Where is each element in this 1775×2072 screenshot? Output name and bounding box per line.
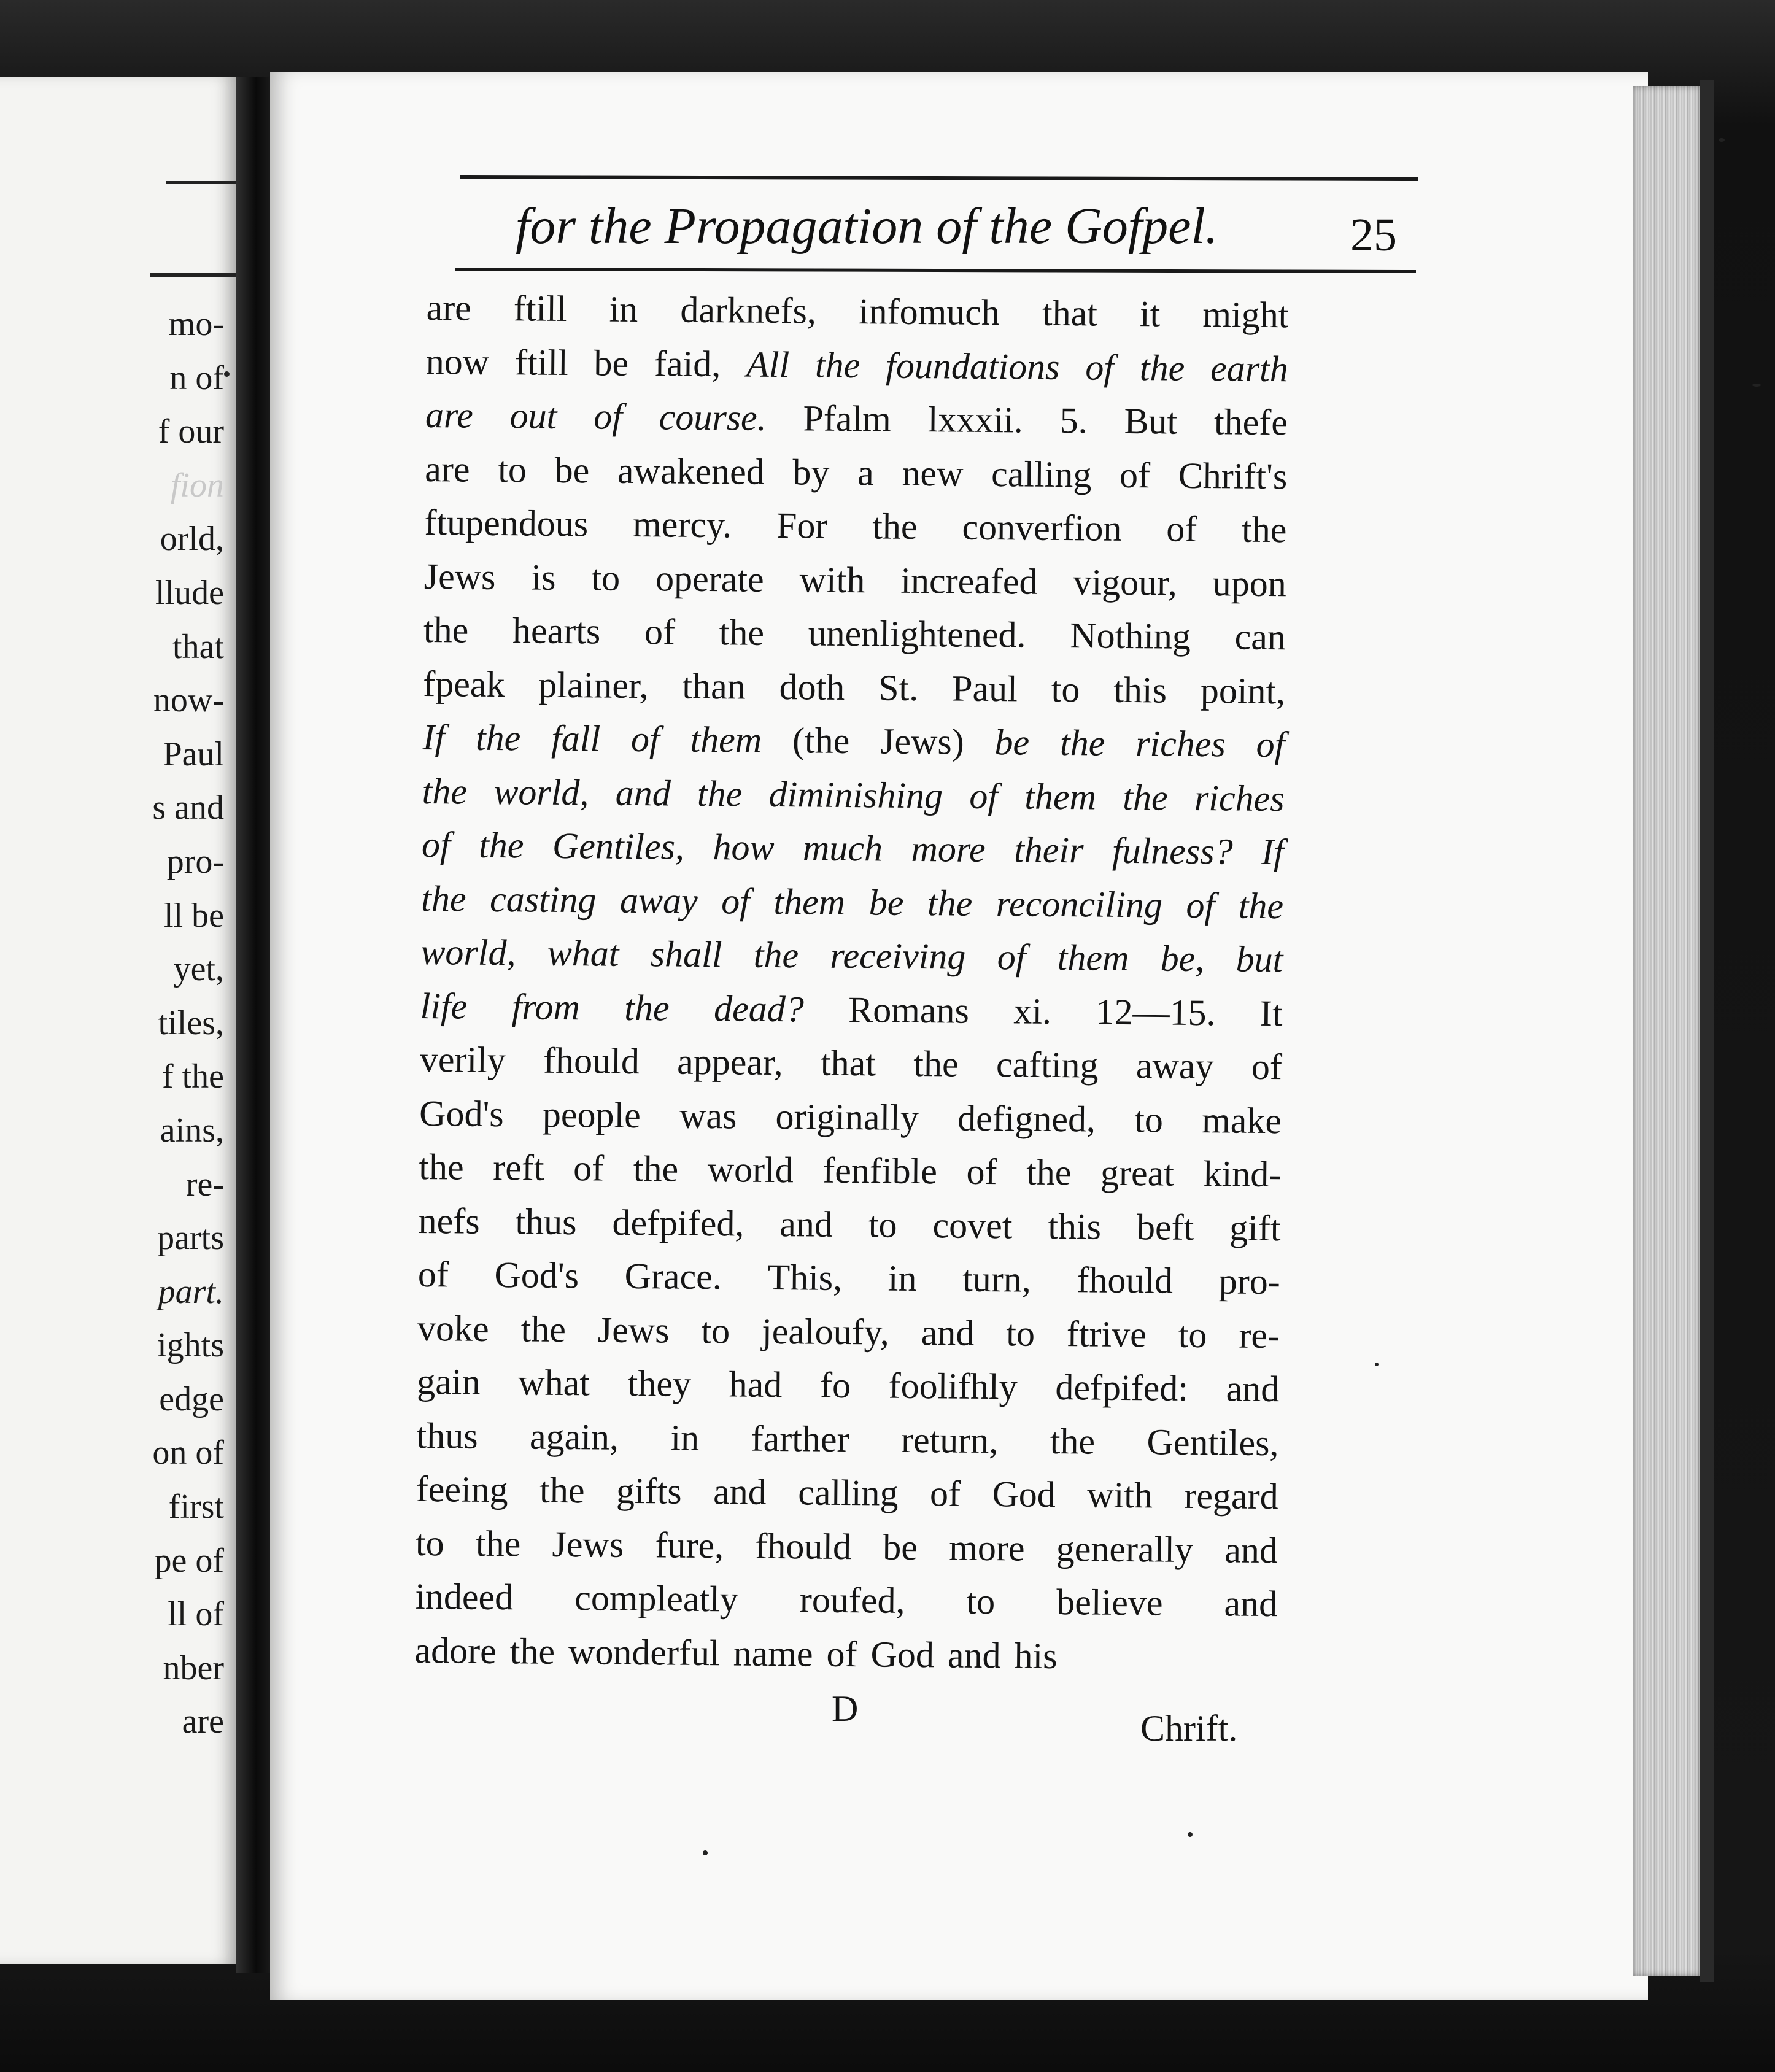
word: St. xyxy=(878,667,919,708)
word: of xyxy=(1166,508,1197,549)
text-line xyxy=(423,549,1286,611)
word: operate xyxy=(655,557,764,600)
word: the xyxy=(520,1308,567,1350)
word: upon xyxy=(1212,562,1287,604)
word: Jews xyxy=(423,555,496,597)
word: of xyxy=(929,1473,961,1514)
word: and xyxy=(921,1312,975,1353)
word: world, xyxy=(420,931,516,973)
left-page-text-fragments xyxy=(40,298,224,1749)
word: are xyxy=(426,287,472,328)
word: make xyxy=(1201,1099,1282,1141)
word: and xyxy=(713,1471,767,1512)
word: calling xyxy=(797,1472,899,1513)
word: his xyxy=(1014,1634,1058,1676)
word: to xyxy=(966,1580,996,1622)
word: Gentiles, xyxy=(552,825,685,867)
word: new xyxy=(902,452,964,494)
word: of xyxy=(966,1151,997,1193)
word: God xyxy=(992,1474,1056,1515)
text-line xyxy=(417,1248,1280,1309)
word: can xyxy=(1234,616,1286,658)
word: farther xyxy=(751,1418,849,1459)
word: of xyxy=(573,1148,605,1189)
word: kind- xyxy=(1203,1153,1282,1195)
left-page-line: Paul xyxy=(163,735,224,773)
word: to xyxy=(868,1204,897,1245)
word: to xyxy=(1051,668,1080,709)
word: voke xyxy=(417,1307,490,1349)
word: might xyxy=(1202,294,1289,336)
left-page-line: first xyxy=(168,1488,224,1526)
word: the xyxy=(913,1043,959,1084)
word: of xyxy=(721,880,751,922)
word: defpifed: xyxy=(1055,1367,1189,1409)
text-line xyxy=(420,979,1283,1040)
word: the xyxy=(872,506,918,547)
word: in xyxy=(888,1258,917,1299)
word: 12—15. xyxy=(1096,991,1216,1033)
word: diminishing xyxy=(768,773,943,816)
word: and xyxy=(1224,1529,1278,1571)
word: the xyxy=(420,878,466,919)
word: world xyxy=(707,1149,794,1191)
word: adore xyxy=(414,1629,497,1671)
word: For xyxy=(776,504,828,546)
word: thefe xyxy=(1213,401,1288,443)
word: that xyxy=(1042,292,1098,334)
word: the xyxy=(927,882,973,924)
word: But xyxy=(1124,400,1178,442)
word: compleatly xyxy=(574,1577,739,1620)
word: defigned, xyxy=(957,1097,1096,1140)
word: point, xyxy=(1200,670,1286,711)
word: of xyxy=(997,937,1026,978)
word: receiving xyxy=(830,935,966,977)
word: their xyxy=(1013,829,1084,871)
word: of xyxy=(630,718,660,760)
word: fenfible xyxy=(822,1150,938,1192)
word: gain xyxy=(417,1361,481,1402)
left-page-line: orld, xyxy=(160,520,224,559)
word: xi. xyxy=(1013,990,1052,1032)
word: shall xyxy=(650,934,722,975)
word: to xyxy=(591,557,621,598)
word: to xyxy=(497,449,527,490)
left-page-line: pe of xyxy=(154,1541,224,1580)
word: feeing xyxy=(416,1468,509,1510)
word: the xyxy=(1241,509,1287,551)
word: them xyxy=(773,881,846,922)
word: of xyxy=(644,611,676,652)
word: by xyxy=(792,451,830,493)
word: of xyxy=(969,775,999,816)
word: again, xyxy=(529,1416,619,1458)
word: they xyxy=(627,1363,692,1404)
text-line xyxy=(424,496,1287,557)
text-line xyxy=(422,711,1285,772)
word: of xyxy=(417,1253,449,1295)
word: return, xyxy=(900,1419,999,1461)
text-line xyxy=(417,1301,1280,1363)
word: fall xyxy=(551,717,601,759)
scan-speck xyxy=(1719,138,1725,142)
word: world, xyxy=(493,771,589,813)
word: life xyxy=(420,985,468,1027)
word: beft xyxy=(1136,1206,1194,1248)
scan-speck xyxy=(224,371,230,377)
word: of xyxy=(1256,724,1285,765)
word: Gentiles, xyxy=(1147,1421,1279,1463)
word: earth xyxy=(1210,347,1289,389)
word: and xyxy=(779,1203,833,1245)
left-page-line: mo- xyxy=(168,305,224,343)
word: away xyxy=(1135,1045,1214,1087)
left-page-line: tiles, xyxy=(158,1003,224,1042)
word: with xyxy=(799,559,865,600)
word: the xyxy=(633,1148,679,1189)
text-line xyxy=(422,818,1285,879)
running-head: for the Propagation of the Gofpel. xyxy=(516,198,1218,255)
word: people xyxy=(542,1094,641,1135)
word: what xyxy=(518,1362,590,1404)
word: of xyxy=(1186,884,1215,926)
word: and xyxy=(947,1634,1001,1676)
word: It xyxy=(1259,992,1283,1034)
word: regard xyxy=(1184,1475,1278,1517)
text-line xyxy=(421,872,1284,933)
word: originally xyxy=(775,1096,919,1138)
word: This, xyxy=(767,1256,843,1298)
text-line xyxy=(422,764,1285,825)
word: them xyxy=(1024,776,1097,818)
text-line xyxy=(417,1355,1280,1417)
scan-speck xyxy=(1188,1832,1193,1837)
word: be xyxy=(883,1526,918,1568)
word: in xyxy=(670,1417,700,1458)
word: name xyxy=(733,1632,813,1674)
word: had xyxy=(729,1364,783,1405)
left-page-rule xyxy=(166,181,236,184)
word: covet xyxy=(932,1204,1013,1246)
word: away xyxy=(619,879,698,921)
word: a xyxy=(857,452,875,493)
left-page-line: pro- xyxy=(166,842,224,881)
word: and xyxy=(615,772,671,814)
word: be xyxy=(994,722,1030,763)
scan-speck xyxy=(703,1850,708,1855)
text-line xyxy=(419,1140,1282,1202)
word: are xyxy=(425,394,474,436)
word: foundations xyxy=(885,345,1060,387)
word: Pfalm xyxy=(803,398,892,439)
word: of xyxy=(421,824,451,865)
left-page-line: s and xyxy=(152,789,224,827)
word: roufed, xyxy=(799,1579,905,1621)
word: Romans xyxy=(848,989,970,1031)
word: of xyxy=(593,396,623,437)
word: great xyxy=(1100,1152,1175,1194)
word: the xyxy=(1139,347,1185,388)
word: reconciling xyxy=(996,883,1163,925)
left-page-line: fion xyxy=(170,466,224,504)
word: fhould xyxy=(1077,1259,1174,1301)
word: them xyxy=(1057,937,1129,979)
text-line xyxy=(425,388,1288,450)
word: this xyxy=(1048,1205,1102,1247)
word: the xyxy=(624,987,670,1028)
word: ftill xyxy=(514,341,569,383)
word: If xyxy=(422,716,446,758)
word: be xyxy=(594,342,629,384)
word: from xyxy=(511,986,581,1027)
word: to xyxy=(415,1522,445,1563)
left-page-line: ll of xyxy=(168,1595,224,1634)
word: calling xyxy=(991,453,1092,495)
word: the xyxy=(1026,1151,1072,1193)
word: pro- xyxy=(1218,1261,1281,1302)
left-page-line: llude xyxy=(155,573,224,612)
word: them xyxy=(690,719,762,760)
word: verily xyxy=(419,1038,506,1081)
word: vigour, xyxy=(1073,561,1178,603)
word: If xyxy=(1261,831,1285,873)
word: than xyxy=(682,665,746,707)
word: the xyxy=(719,612,765,653)
left-page-line: ights xyxy=(157,1326,224,1365)
word: what xyxy=(547,932,619,974)
word: the xyxy=(1059,722,1105,763)
word: awakened xyxy=(617,450,765,492)
word: the xyxy=(697,773,743,814)
word: believe xyxy=(1056,1582,1163,1623)
word: foolifhly xyxy=(888,1365,1018,1407)
word: turn, xyxy=(962,1258,1032,1300)
text-line xyxy=(425,442,1288,503)
word: mercy. xyxy=(632,503,732,546)
left-page-line: part. xyxy=(158,1272,224,1311)
text-line xyxy=(416,1516,1278,1577)
word: of xyxy=(1251,1046,1283,1088)
word: the xyxy=(509,1630,555,1672)
word: wonderful xyxy=(568,1631,720,1673)
word: now xyxy=(425,341,490,382)
word: gift xyxy=(1229,1207,1281,1248)
word: thus xyxy=(416,1415,478,1456)
word: All xyxy=(746,344,790,385)
word: to xyxy=(701,1310,730,1351)
text-line xyxy=(415,1570,1278,1631)
word: plainer, xyxy=(538,664,649,706)
word: be, xyxy=(1160,938,1205,980)
text-line xyxy=(420,1033,1283,1094)
left-page-line: yet, xyxy=(173,950,224,989)
word: ftupendous xyxy=(424,501,589,544)
word: the xyxy=(814,344,860,385)
left-page-line: n of xyxy=(169,358,224,397)
word: doth xyxy=(779,666,845,708)
word: indeed xyxy=(415,1575,514,1618)
word: Grace. xyxy=(624,1255,722,1297)
left-page-line: are xyxy=(182,1703,224,1741)
word: Jews xyxy=(597,1309,670,1351)
word: much xyxy=(802,827,883,869)
text-line xyxy=(416,1409,1279,1470)
page-number: 25 xyxy=(1350,209,1397,261)
scan-speck xyxy=(1752,384,1761,387)
word: ftill xyxy=(513,288,567,329)
left-page-line: now- xyxy=(153,681,224,720)
word: (the xyxy=(792,720,850,762)
word: with xyxy=(1087,1474,1153,1516)
text-line xyxy=(416,1463,1278,1524)
word: the xyxy=(423,609,469,651)
word: it xyxy=(1139,293,1161,334)
word: fhould xyxy=(543,1040,640,1082)
word: the xyxy=(753,934,799,976)
word: Jews) xyxy=(880,721,965,762)
word: casting xyxy=(489,878,597,920)
word: the xyxy=(419,1146,465,1188)
word: the xyxy=(475,717,521,759)
word: cafting xyxy=(996,1044,1099,1086)
word: the xyxy=(475,1523,521,1564)
word: the xyxy=(1123,776,1168,818)
text-line xyxy=(419,1086,1282,1148)
word: unenlightened. xyxy=(808,613,1026,655)
word: Chrift's xyxy=(1178,455,1288,497)
word: the xyxy=(1050,1420,1096,1462)
word: fulness? xyxy=(1112,830,1233,872)
word: and xyxy=(1226,1368,1280,1410)
word: faid, xyxy=(654,342,721,384)
word: infomuch xyxy=(858,291,1000,333)
text-line xyxy=(426,281,1289,342)
word: reft xyxy=(493,1147,544,1188)
text-line xyxy=(425,334,1288,396)
scan-speck xyxy=(1375,1363,1379,1366)
left-page-line: that xyxy=(172,627,224,666)
body-text xyxy=(414,281,1289,1685)
word: darknefs, xyxy=(680,289,817,331)
word: God's xyxy=(419,1092,504,1134)
text-line xyxy=(423,603,1286,665)
word: but xyxy=(1236,938,1283,980)
word: the xyxy=(422,770,468,812)
left-page-line: nber xyxy=(163,1649,224,1687)
left-page-line: edge xyxy=(159,1380,224,1418)
word: dead? xyxy=(713,988,805,1029)
word: fhould xyxy=(755,1525,852,1567)
left-page-line: ains, xyxy=(160,1111,224,1150)
word: 5. xyxy=(1059,400,1088,441)
word: fo xyxy=(819,1364,851,1406)
word: of xyxy=(826,1633,857,1674)
left-facing-page xyxy=(0,77,236,1964)
left-page-line: parts xyxy=(157,1219,224,1258)
word: how xyxy=(713,827,775,868)
text-line xyxy=(423,657,1286,718)
word: that xyxy=(820,1042,876,1084)
word: appear, xyxy=(676,1041,783,1083)
word: and xyxy=(1224,1583,1278,1625)
word: to xyxy=(1178,1314,1207,1355)
word: hearts xyxy=(512,610,601,652)
text-line xyxy=(420,926,1283,987)
word: in xyxy=(609,288,638,330)
word: of xyxy=(1119,454,1151,495)
word: fpeak xyxy=(422,663,505,705)
word: riches xyxy=(1194,777,1285,819)
word: riches xyxy=(1135,723,1226,765)
word: Paul xyxy=(951,667,1018,709)
text-line xyxy=(418,1194,1281,1255)
word: the xyxy=(539,1469,585,1511)
word: more xyxy=(948,1527,1025,1569)
left-page-line: re- xyxy=(185,1165,224,1204)
page-edges xyxy=(1633,86,1700,1976)
word: increafed xyxy=(900,560,1038,602)
left-page-line: ll be xyxy=(164,896,224,935)
word: the xyxy=(1238,885,1284,926)
word: to xyxy=(1134,1099,1164,1140)
word: the xyxy=(478,824,524,866)
word: jealoufy, xyxy=(761,1310,890,1353)
word: Jews xyxy=(552,1523,624,1565)
word: Nothing xyxy=(1070,615,1191,657)
text-line xyxy=(414,1623,1277,1685)
book-cover-edge xyxy=(1700,80,1714,1982)
word: more xyxy=(911,828,986,870)
word: lxxxii. xyxy=(927,399,1024,441)
word: to xyxy=(1006,1312,1035,1354)
word: God's xyxy=(494,1254,579,1296)
word: generally xyxy=(1056,1528,1194,1570)
word: be xyxy=(868,881,904,923)
word: nefs xyxy=(418,1200,480,1242)
word: are xyxy=(425,448,470,490)
word: defpifed, xyxy=(612,1202,744,1244)
signature-mark: D xyxy=(832,1688,859,1729)
word: is xyxy=(531,557,556,598)
left-page-line: f our xyxy=(158,412,224,451)
left-page-rule-thick xyxy=(150,273,236,277)
word: course. xyxy=(659,396,767,438)
left-page-line: f the xyxy=(161,1057,224,1096)
word: re- xyxy=(1239,1315,1280,1356)
word: out xyxy=(509,395,557,436)
word: thus xyxy=(515,1200,577,1242)
word: ftrive xyxy=(1066,1313,1147,1355)
word: was xyxy=(679,1095,737,1136)
word: of xyxy=(1085,346,1115,388)
catchword: Chrift. xyxy=(1140,1708,1238,1749)
left-page-line: on of xyxy=(152,1434,224,1472)
word: gifts xyxy=(616,1470,682,1512)
word: God xyxy=(870,1633,935,1675)
word: converfion xyxy=(962,506,1122,549)
word: this xyxy=(1113,669,1167,711)
word: fure, xyxy=(655,1524,724,1566)
word: be xyxy=(554,449,590,490)
